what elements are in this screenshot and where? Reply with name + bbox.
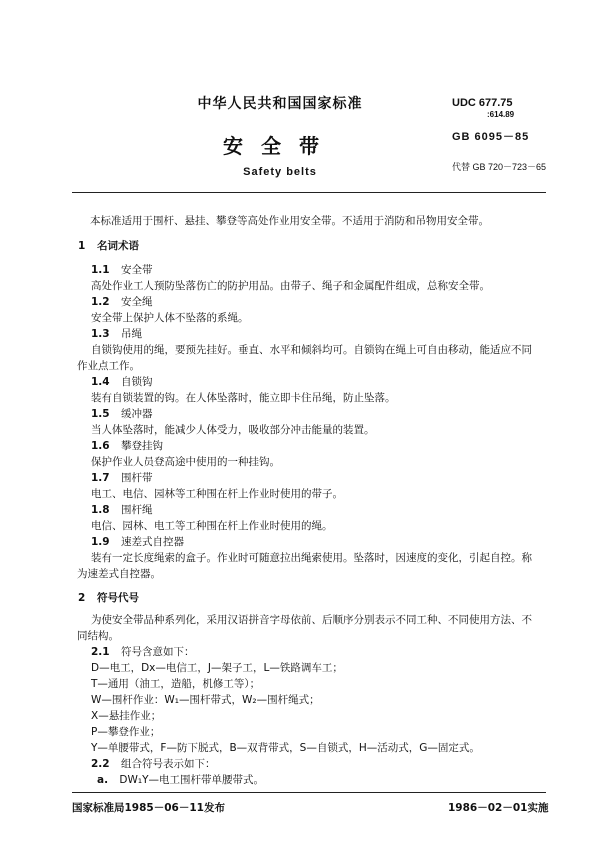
section-2-intro: 为使安全带品种系列化，采用汉语拼音字母依前、后顺序分别表示不同工种、不同使用方法、不 [91, 614, 532, 626]
term-definition-cont: 为速差式自控器。 [77, 568, 161, 580]
subsection-2-1 [91, 644, 194, 659]
term-definition: 当人体坠落时，能减少人体受力，吸收部分冲击能量的装置。 [91, 424, 375, 436]
udc-code: UDC 677.75 [452, 97, 513, 109]
term-name: 速差式自控器 [120, 536, 184, 548]
term-definition: 电工、电信、园林等工种围在杆上作业时使用的带子。 [91, 488, 343, 500]
standard-name: 中华人民共和国国家标准 [197, 96, 363, 112]
section-2-heading [78, 590, 139, 605]
effective-date: 1986－02－01实施 [448, 802, 549, 814]
section-number: 1 [78, 240, 86, 252]
term-heading [91, 502, 152, 517]
term-number: 1.3 [91, 328, 110, 340]
term-heading [91, 534, 184, 549]
term-number: 1.1 [91, 264, 110, 276]
header-divider [72, 192, 546, 193]
section-2-intro-cont: 同结构。 [77, 630, 119, 642]
section-1-heading [78, 238, 139, 253]
footer-divider [72, 792, 546, 793]
section-title: 名词术语 [96, 240, 139, 252]
term-heading [91, 438, 163, 453]
term-heading [91, 326, 142, 341]
symbol-line: T—通用（油工，造船，机修工等）； [91, 678, 261, 690]
term-heading [91, 262, 152, 277]
term-heading [91, 294, 152, 309]
subsection-title: 符号含意如下： [120, 646, 195, 658]
term-name: 攀登挂钩 [120, 440, 163, 452]
document-title-en: Safety belts [243, 166, 317, 178]
term-name: 安全带 [120, 264, 153, 276]
udc-code-sub: :614.89 [487, 110, 515, 119]
subsection-number: 2.2 [91, 758, 110, 770]
section-title: 符号代号 [96, 592, 139, 604]
term-definition: 安全带上保护人体不坠落的系绳。 [91, 312, 249, 324]
term-definition: 电信、园林、电工等工种围在杆上作业时使用的绳。 [91, 520, 333, 532]
symbol-line: W—围杆作业：W₁—围杆带式，W₂—围杆绳式； [91, 694, 320, 706]
term-name: 吊绳 [120, 328, 142, 340]
replaces-standard: 代替 GB 720－723－65 [452, 162, 547, 172]
term-name: 安全绳 [120, 296, 153, 308]
term-number: 1.4 [91, 376, 110, 388]
subsection-title: 组合符号表示如下： [120, 758, 216, 770]
symbol-line: D—电工，Dx—电信工，J—架子工，L—铁路调车工； [91, 662, 343, 674]
issue-date: 国家标准局1985－06－11发布 [72, 802, 225, 814]
combo-example [97, 772, 264, 787]
gb-number: GB 6095－85 [452, 131, 530, 143]
symbol-line: Y—单腰带式，F—防下脱式，B—双背带式，S—自锁式，H—活动式，G—固定式。 [91, 742, 480, 754]
section-number: 2 [78, 592, 86, 604]
term-name: 围杆带 [120, 472, 153, 484]
term-name: 缓冲器 [120, 408, 153, 420]
term-number: 1.7 [91, 472, 110, 484]
term-heading [91, 470, 152, 485]
term-heading [91, 406, 152, 421]
term-number: 1.8 [91, 504, 110, 516]
term-definition: 高处作业工人预防坠落伤亡的防护用品。由带子、绳子和金属配件组成，总称安全带。 [91, 280, 490, 292]
document-title: 安全带 [223, 134, 337, 158]
symbol-line: P—攀登作业； [91, 726, 161, 738]
combo-text: DW₁Y—电工围杆带单腰带式。 [119, 774, 265, 786]
term-number: 1.5 [91, 408, 110, 420]
term-name: 围杆绳 [120, 504, 153, 516]
combo-label: a. [97, 774, 109, 786]
term-number: 1.6 [91, 440, 110, 452]
term-definition: 装有自锁装置的钩。在人体坠落时，能立即卡住吊绳，防止坠落。 [91, 392, 396, 404]
term-definition-cont: 作业点工作。 [77, 360, 140, 372]
subsection-2-2 [91, 756, 215, 771]
subsection-number: 2.1 [91, 646, 110, 658]
term-definition: 保护作业人员登高途中使用的一种挂钩。 [91, 456, 280, 468]
term-name: 自锁钩 [120, 376, 153, 388]
term-definition: 自锁钩使用的绳，要预先挂好。垂直、水平和倾斜均可。自锁钩在绳上可自由移动，能适应不同 [91, 344, 532, 356]
term-number: 1.9 [91, 536, 110, 548]
term-definition: 装有一定长度绳索的盒子。作业时可随意拉出绳索使用。坠落时，因速度的变化，引起自控。称 [91, 552, 532, 564]
symbol-line: X—悬挂作业； [91, 710, 162, 722]
term-number: 1.2 [91, 296, 110, 308]
intro-paragraph: 本标准适用于围杆、悬挂、攀登等高处作业用安全带。不适用于消防和吊物用安全带。 [90, 215, 489, 227]
term-heading [91, 374, 152, 389]
